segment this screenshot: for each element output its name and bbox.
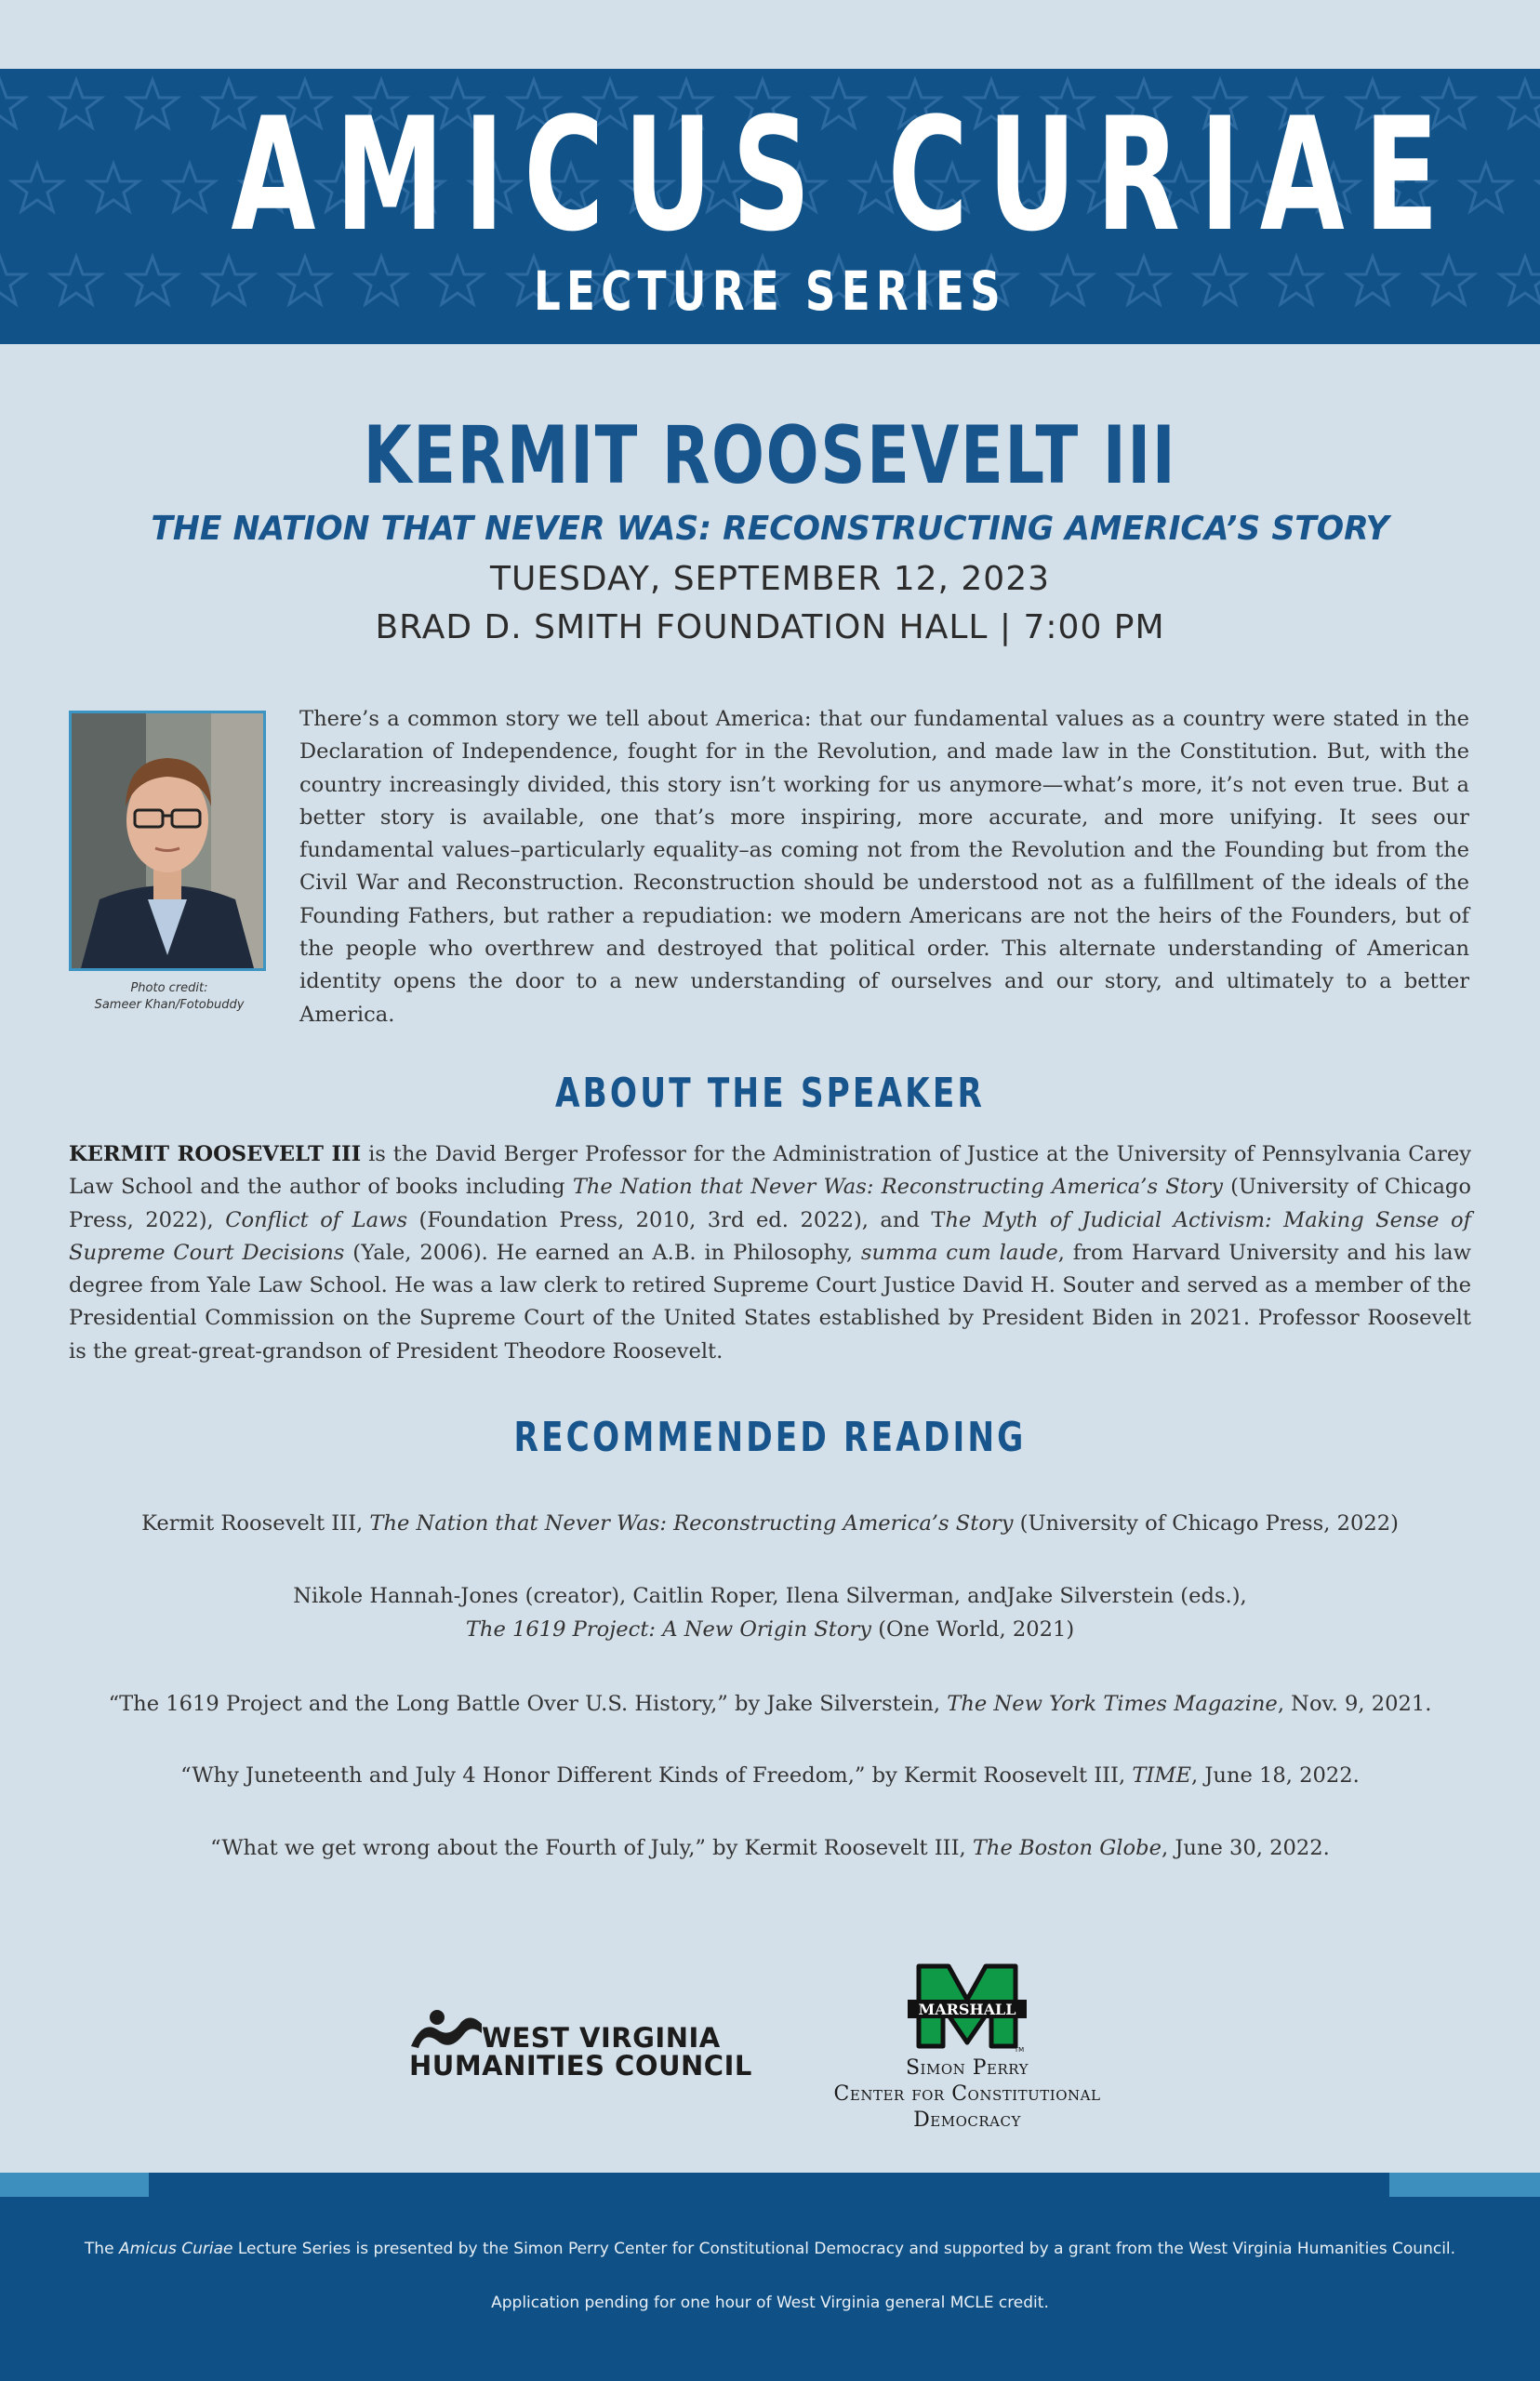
wv-figures-icon bbox=[409, 2009, 484, 2052]
reading-5-date: , June 30, 2022. bbox=[1161, 1836, 1330, 1860]
banner-star-icon bbox=[0, 80, 25, 127]
photo-credit-line2: Sameer Khan/Fotobuddy bbox=[94, 998, 245, 1012]
wv-line2: HUMANITIES COUNCIL bbox=[409, 2050, 752, 2082]
reading-3-date: , Nov. 9, 2021. bbox=[1277, 1692, 1432, 1716]
banner-star-icon bbox=[51, 80, 101, 127]
reading-item-1 bbox=[56, 1507, 1484, 1540]
bio-latin: summa cum laude bbox=[860, 1240, 1058, 1265]
banner-star-icon bbox=[1500, 257, 1540, 304]
talk-abstract: There’s a common story we tell about America: that our fundamental values as a country were stated in the Declaration of Independence, fought for in the Revolution, and made law in the Constitution. But, with the country increasingly divided, this story isn’t working for us anymore—what’s more, it’s not even true. But a better story is available, one that’s more inspiring, more accurate, and more unifying. It sees our fundamental values–particularly equality–as coming not from the Revolution and the Founding but from the Civil War and Reconstruction. Reconstruction should be understood not as a fulfillment of the ideals of the Founding Fathers, but rather a repudiation: we modern Americans are not the heirs of the Founders, but of the people who overthrew and destroyed that political order. This alternate understanding of American identity opens the door to a new understanding of ourselves and our story, and ultimately to a better America. bbox=[299, 707, 1469, 1027]
reading-3-text: “The 1619 Project and the Long Battle Over U.S. History,” by Jake Silverstein, bbox=[108, 1692, 948, 1716]
bio-name: KERMIT ROOSEVELT III bbox=[69, 1142, 362, 1166]
bio-text-4: (Yale, 2006). He earned an A.B. in Philosophy, bbox=[344, 1240, 861, 1265]
speaker-bio bbox=[69, 1138, 1471, 1368]
wv-line1: WEST VIRGINIA bbox=[482, 2022, 721, 2054]
photo-credit-line1: Photo credit: bbox=[130, 981, 208, 995]
bio-text-5: , from Harvard University and his law degree from Yale Law School. He was a law clerk to retired Supreme Court Justice David H. Souter and served as a member of the Presidential Commission on the Supreme Court of the United States established by President Biden in 2021. Professor Roosevelt is the great-great-grandson of President Theodore Roosevelt. bbox=[69, 1240, 1471, 1363]
event-venue-time: BRAD D. SMITH FOUNDATION HALL | 7:00 PM bbox=[375, 608, 1165, 646]
reading-1-author: Kermit Roosevelt III, bbox=[141, 1511, 370, 1536]
marshall-line2: Center for Constitutional bbox=[833, 2082, 1101, 2106]
event-date: TUESDAY, SEPTEMBER 12, 2023 bbox=[489, 560, 1051, 598]
footer-accent-left bbox=[0, 2173, 149, 2197]
bio-text-2: (University of Chicago Press, 2022), bbox=[69, 1175, 1471, 1232]
reading-item-3 bbox=[56, 1687, 1484, 1721]
photo-credit bbox=[67, 980, 272, 1014]
reading-2-publisher: (One World, 2021) bbox=[871, 1617, 1075, 1642]
footer-accent-right bbox=[1389, 2173, 1540, 2197]
banner-star-icon bbox=[12, 164, 62, 211]
footer-line1-a: The bbox=[84, 2240, 119, 2258]
footer-credit-line: Application pending for one hour of West Virginia general MCLE credit. bbox=[491, 2294, 1049, 2312]
footer-line1-series: Amicus Curiae bbox=[118, 2240, 233, 2258]
banner-star-icon bbox=[127, 80, 178, 127]
banner-star-icon bbox=[88, 164, 139, 211]
reading-item-2 bbox=[56, 1579, 1484, 1646]
reading-3-source: The New York Times Magazine bbox=[947, 1692, 1278, 1716]
footer bbox=[0, 2173, 1540, 2381]
reading-heading: RECOMMENDED READING bbox=[513, 1414, 1027, 1461]
header-banner bbox=[0, 69, 1540, 344]
bio-book-3: he Myth of Judicial Activism: Making Sense of Supreme Court Decisions bbox=[69, 1207, 1471, 1265]
marshall-badge-text: MARSHALL bbox=[918, 2001, 1016, 2018]
reading-4-text: “Why Juneteenth and July 4 Honor Different Kinds of Freedom,” by Kermit Roosevelt III, bbox=[180, 1763, 1133, 1788]
speaker-photo bbox=[69, 711, 266, 971]
bio-book-1: The Nation that Never Was: Reconstructing America’s Story bbox=[572, 1175, 1223, 1200]
series-subtitle: LECTURE SERIES bbox=[533, 259, 1007, 323]
reading-4-source: TIME bbox=[1132, 1763, 1191, 1788]
banner-star-icon bbox=[1461, 164, 1511, 211]
banner-star-icon bbox=[1500, 80, 1540, 127]
speaker-name: KERMIT ROOSEVELT III bbox=[363, 409, 1177, 502]
marshall-line1: Simon Perry bbox=[905, 2056, 1029, 2080]
series-title: AMICUS CURIAE bbox=[231, 84, 1459, 266]
reading-5-text: “What we get wrong about the Fourth of July,” by Kermit Roosevelt III, bbox=[210, 1836, 973, 1860]
reading-item-5 bbox=[56, 1831, 1484, 1865]
reading-2-title: The 1619 Project: A New Origin Story bbox=[465, 1617, 872, 1642]
marshall-m-logo bbox=[902, 1961, 1032, 2054]
reading-2-authors: Nikole Hannah-Jones (creator), Caitlin Roper, Ilena Silverman, andJake Silverstein (eds.), bbox=[293, 1584, 1247, 1608]
reading-item-4 bbox=[56, 1759, 1484, 1792]
banner-star-icon bbox=[165, 164, 215, 211]
marshall-line3: Democracy bbox=[913, 2108, 1021, 2132]
footer-sponsor-line bbox=[0, 2240, 1540, 2258]
talk-title: THE NATION THAT NEVER WAS: RECONSTRUCTING AMERICA’S STORY bbox=[151, 510, 1389, 548]
banner-star-icon bbox=[51, 257, 101, 304]
bio-book-2: Conflict of Laws bbox=[225, 1207, 408, 1232]
reading-5-source: The Boston Globe bbox=[972, 1836, 1162, 1860]
bio-text-3: (Foundation Press, 2010, 3rd ed. 2022), and T bbox=[407, 1207, 946, 1232]
marshall-tm: TM bbox=[1014, 2046, 1025, 2054]
bio-text-1: is the David Berger Professor for the Administration of Justice at the University of Pennsylvania Carey Law School and the author of books including bbox=[69, 1142, 1472, 1200]
wv-humanities-logo bbox=[409, 2009, 752, 2083]
reading-1-publisher: (University of Chicago Press, 2022) bbox=[1013, 1511, 1399, 1536]
reading-4-date: , June 18, 2022. bbox=[1190, 1763, 1360, 1788]
marshall-center-logo bbox=[800, 1961, 1135, 2137]
banner-star-icon bbox=[0, 257, 25, 304]
about-heading: ABOUT THE SPEAKER bbox=[554, 1070, 986, 1117]
footer-line1-b: Lecture Series is presented by the Simon Perry Center for Constitutional Democracy and supported by a grant from the West Virginia Humanities Council. bbox=[232, 2240, 1456, 2258]
speaker-portrait bbox=[72, 713, 263, 968]
reading-1-title: The Nation that Never Was: Reconstructing America’s Story bbox=[369, 1511, 1014, 1536]
